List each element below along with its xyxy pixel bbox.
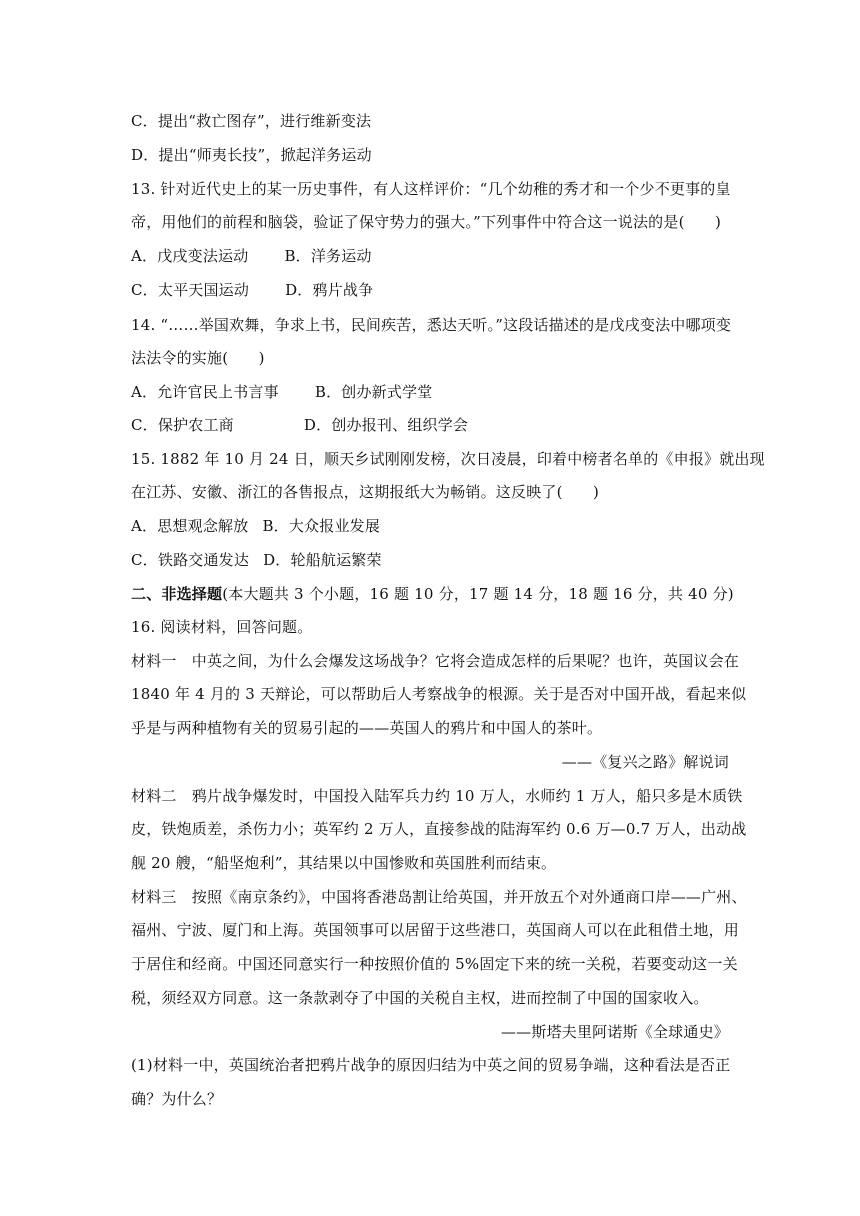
- q13-options-ab: [131, 246, 731, 266]
- q15-option-a: A．思想观念解放: [131, 517, 249, 535]
- section2-heading: [131, 584, 734, 604]
- q16-material2-line3: 舰 20 艘，“船坚炮利”，其结果以中国惨败和英国胜利而结束。: [131, 854, 557, 872]
- q16-material1-source: ——《复兴之路》解说词: [561, 753, 729, 771]
- q16-material1-line3: 乎是与两种植物有关的贸易引起的——英国人的鸦片和中国人的茶叶。: [131, 719, 603, 737]
- q14-stem-line1: 14. “……举国欢舞，争求上书，民间疾苦，悉达天听。”这段话描述的是戊戌变法中哪项变: [131, 316, 732, 334]
- q14-options-ab: [131, 382, 731, 402]
- q16-material2-line1: 材料二 鸦片战争爆发时，中国投入陆军兵力约 10 万人，水师约 1 万人，船只多是木质铁: [131, 787, 743, 805]
- q16-stem: 16. 阅读材料，回答问题。: [131, 618, 313, 636]
- q15-options-cd: [131, 550, 731, 570]
- q13-option-d: D．鸦片战争: [285, 281, 374, 299]
- q13-stem-line2: 帝，用他们的前程和脑袋，验证了保守势力的强大。”下列事件中符合这一说法的是( ): [131, 213, 722, 231]
- q16-material3-line2: 福州、宁波、厦门和上海。英国领事可以居留于这些港口，英国商人可以在此租借土地，用: [131, 921, 740, 939]
- q13-option-a: A．戊戌变法运动: [131, 247, 249, 265]
- q15-stem-line2: 在江苏、安徽、浙江的各售报点，这期报纸大为畅销。这反映了( ): [131, 483, 600, 501]
- q14-option-b: B．创办新式学堂: [314, 383, 433, 401]
- q14-stem-line2: 法法令的实施( ): [131, 349, 265, 367]
- q13-stem-line1: 13. 针对近代史上的某一历史事件，有人这样评价：“几个幼稚的秀才和一个少不更事的皇: [131, 180, 731, 198]
- q16-sub1-line2: 确？为什么？: [131, 1090, 223, 1108]
- q15-option-c: C．铁路交通发达: [131, 551, 250, 569]
- q16-material3-source: ——斯塔夫里阿诺斯《全球通史》: [500, 1023, 729, 1041]
- q16-material2-line2: 皮，铁炮质差，杀伤力小；英军约 2 万人，直接参战的陆海军约 0.6 万—0.7 万人，出动战: [131, 820, 747, 838]
- q13-options-cd: [131, 280, 731, 300]
- q16-sub1-line1: (1)材料一中，英国统治者把鸦片战争的原因归结为中英之间的贸易争端，这种看法是否正: [131, 1056, 731, 1074]
- q15-stem-line1: 15. 1882 年 10 月 24 日，顺天乡试刚刚发榜，次日凌晨，印着中榜者名单的《申报》就出现: [131, 450, 765, 468]
- q13-option-b: B．洋务运动: [284, 247, 372, 265]
- q16-material1-line2: 1840 年 4 月的 3 天辩论，可以帮助后人考察战争的根源。关于是否对中国开战，看起来似: [131, 685, 747, 703]
- section2-note: (本大题共 3 个小题，16 题 10 分，17 题 14 分，18 题 16 分，共 40 分): [222, 585, 734, 603]
- q16-material3-line1: 材料三 按照《南京条约》，中国将香港岛割让给英国，并开放五个对外通商口岸——广州、: [131, 888, 747, 906]
- q14-option-c: C．保护农工商: [131, 416, 234, 434]
- q14-option-d: D．创办报刊、组织学会: [303, 416, 469, 434]
- q16-material1-line1: 材料一 中英之间，为什么会爆发这场战争？它将会造成怎样的后果呢？也许，英国议会在: [131, 652, 740, 670]
- q12-option-d: D．提出“师夷长技”，掀起洋务运动: [131, 146, 372, 164]
- q14-option-a: A．允许官民上书言事: [131, 383, 279, 401]
- q15-option-d: D．轮船航运繁荣: [263, 551, 382, 569]
- q15-option-b: B．大众报业发展: [262, 517, 381, 535]
- section2-title: 二、非选择题: [131, 585, 223, 603]
- q14-options-cd: [131, 415, 731, 435]
- q12-option-c: C．提出“救亡图存”，进行维新变法: [131, 112, 372, 130]
- q16-material3-line4: 税，须经双方同意。这一条款剥夺了中国的关税自主权，进而控制了中国的国家收入。: [131, 989, 709, 1007]
- q13-option-c: C．太平天国运动: [131, 281, 250, 299]
- q16-material3-line3: 于居住和经商。中国还同意实行一种按照价值的 5%固定下来的统一关税，若要变动这一关: [131, 955, 738, 973]
- q15-options-ab: [131, 516, 731, 536]
